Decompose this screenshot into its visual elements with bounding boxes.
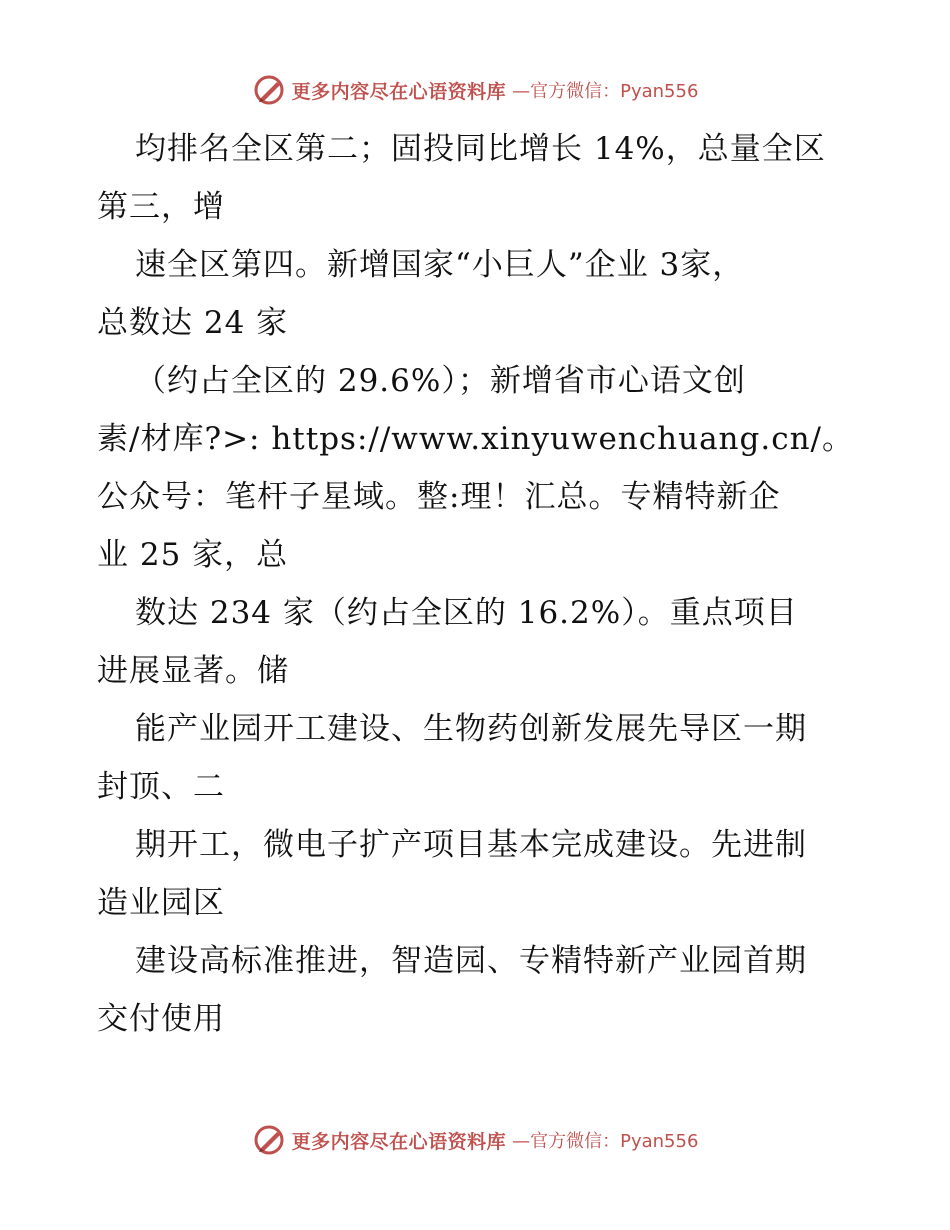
body-line: 第三，增 bbox=[97, 189, 225, 225]
body-line: 建设高标准推进，智造园、专精特新产业园首期 bbox=[135, 943, 807, 979]
body-line: （约占全区的 29.6%）；新增省市心语文创 bbox=[135, 363, 746, 399]
header-watermark bbox=[0, 70, 950, 110]
body-line: 造业园区 bbox=[97, 885, 225, 921]
header-official: —官方微信：Pyan556 bbox=[512, 81, 699, 102]
body-line: 能产业园开工建设、生物药创新发展先导区一期 bbox=[135, 711, 807, 747]
body-line: 素/材库?>: https://www.xinyuwenchuang.cn/。 bbox=[97, 421, 854, 457]
body-line: 均排名全区第二；固投同比增长 14%，总量全区 bbox=[135, 131, 826, 167]
pen-logo-icon bbox=[252, 73, 286, 107]
body-line: 业 25 家，总 bbox=[97, 537, 289, 573]
body-line: 期开工，微电子扩产项目基本完成建设。先进制 bbox=[135, 827, 807, 863]
header-brand: 更多内容尽在心语资料库 bbox=[291, 80, 507, 103]
body-line: 进展显著。储 bbox=[97, 653, 289, 689]
document-body bbox=[97, 120, 857, 1048]
footer-official: —官方微信：Pyan556 bbox=[512, 1131, 699, 1152]
body-line: 总数达 24 家 bbox=[97, 305, 289, 341]
body-line: 封顶、二 bbox=[97, 769, 225, 805]
body-line: 交付使用 bbox=[97, 1001, 225, 1037]
body-line: 公众号：笔杆子星域。整:理！汇总。专精特新企 bbox=[97, 479, 781, 515]
footer-watermark bbox=[0, 1120, 950, 1160]
footer-brand: 更多内容尽在心语资料库 bbox=[291, 1130, 507, 1153]
pen-logo-icon bbox=[252, 1123, 286, 1157]
body-line: 数达 234 家（约占全区的 16.2%）。重点项目 bbox=[135, 595, 798, 631]
body-line: 速全区第四。新增国家“小巨人”企业 3家， bbox=[135, 247, 745, 283]
